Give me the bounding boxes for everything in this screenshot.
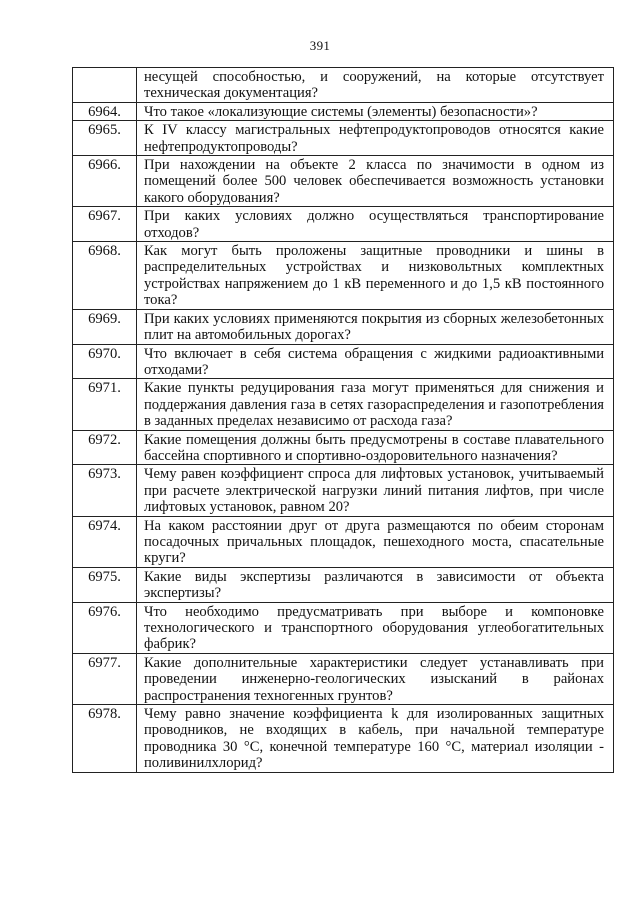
table-row [73,68,614,103]
question-number: 6978. [73,705,137,773]
question-text: При каких условиях должно осуществляться транспортирование отходов? [137,207,614,242]
question-text: К IV классу магистральных нефтепродуктопроводов относятся какие нефтепродуктопроводы? [137,121,614,156]
question-text: Какие дополнительные характеристики следует устанавливать при проведении инженерно-геологических изысканий в районах распространения техногенных грунтов? [137,653,614,704]
question-text: При нахождении на объекте 2 класса по значимости в одном из помещений более 500 человек обеспечивается возможность установки какого оборудования? [137,156,614,207]
question-number: 6969. [73,309,137,344]
table-row [73,430,614,465]
question-number: 6964. [73,102,137,120]
question-number: 6975. [73,567,137,602]
table-row [73,516,614,567]
table-row [73,309,614,344]
question-text: Какие помещения должны быть предусмотрены в составе плавательного бассейна спортивного и спортивно-оздоровительного назначения? [137,430,614,465]
table-row [73,344,614,379]
table-row [73,602,614,653]
table-row [73,705,614,773]
question-text: Что такое «локализующие системы (элементы) безопасности»? [137,102,614,120]
question-text: несущей способностью, и сооружений, на которые отсутствует техническая документация? [137,68,614,103]
question-number: 6967. [73,207,137,242]
table-row [73,156,614,207]
question-text: Что необходимо предусматривать при выборе и компоновке технологического и транспортного оборудования углеобогатительных фабрик? [137,602,614,653]
question-text: Какие виды экспертизы различаются в зависимости от объекта экспертизы? [137,567,614,602]
table-row [73,121,614,156]
table-row [73,242,614,310]
question-number: 6976. [73,602,137,653]
question-number: 6974. [73,516,137,567]
question-number [73,68,137,103]
question-number: 6966. [73,156,137,207]
question-number: 6968. [73,242,137,310]
table-row [73,567,614,602]
table-row [73,102,614,120]
question-number: 6977. [73,653,137,704]
table-row [73,379,614,430]
question-text: На каком расстоянии друг от друга размещаются по обеим сторонам посадочных причальных площадок, пешеходного моста, спасательные круги? [137,516,614,567]
page-number: 391 [309,38,331,53]
questions-table [72,67,614,773]
question-text: Чему равно значение коэффициента k для изолированных защитных проводников, не входящих в кабель, при начальной температуре проводника 30 °С, конечной температуре 160 °С, материал изоляции - поливинилхлорид? [137,705,614,773]
question-number: 6972. [73,430,137,465]
question-number: 6965. [73,121,137,156]
table-row [73,653,614,704]
question-number: 6973. [73,465,137,516]
question-text: Чему равен коэффициент спроса для лифтовых установок, учитываемый при расчете электрической нагрузки линий питания лифтов, при числе лифтовых установок, равном 20? [137,465,614,516]
question-text: Как могут быть проложены защитные проводники и шины в распределительных устройствах и низковольтных комплектных устройствах напряжением до 1 кВ переменного и до 1,5 кВ постоянного тока? [137,242,614,310]
question-text: Какие пункты редуцирования газа могут применяться для снижения и поддержания давления газа в сетях газораспределения и газопотребления в заданных пределах независимо от расхода газа? [137,379,614,430]
question-text: Что включает в себя система обращения с жидкими радиоактивными отходами? [137,344,614,379]
table-row [73,207,614,242]
table-row [73,465,614,516]
question-text: При каких условиях применяются покрытия из сборных железобетонных плит на автомобильных дорогах? [137,309,614,344]
question-number: 6970. [73,344,137,379]
question-number: 6971. [73,379,137,430]
